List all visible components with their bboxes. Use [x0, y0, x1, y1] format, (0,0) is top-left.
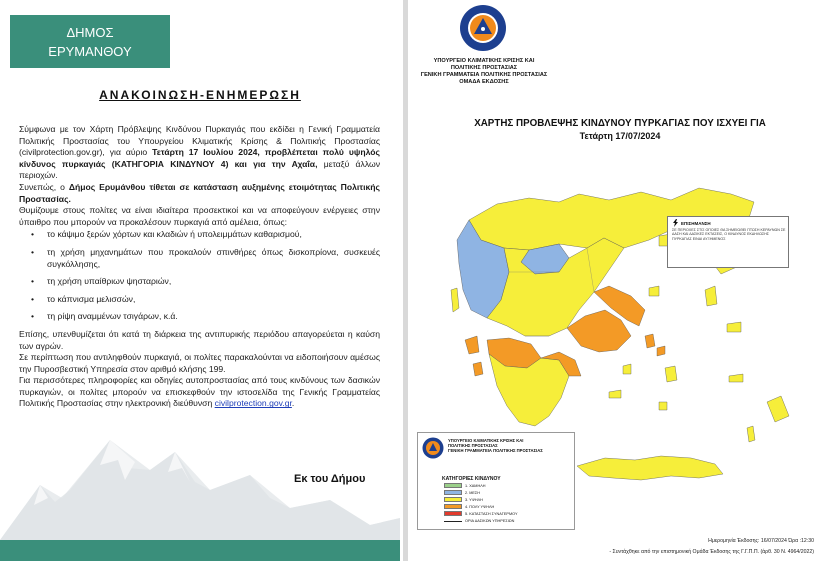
- civil-protection-link[interactable]: civilprotection.gov.gr: [214, 398, 292, 409]
- risk-category-row: [444, 504, 494, 509]
- more-info-end: .: [291, 398, 295, 409]
- island-crete: [577, 456, 723, 480]
- precaution-list: [19, 229, 380, 323]
- risk-category-swatch: [444, 504, 462, 509]
- legend-ministry-header: [448, 438, 574, 454]
- risk-category-swatch: [444, 490, 462, 495]
- risk-category-swatch: [444, 511, 462, 516]
- more-info-text: Για περισσότερες πληροφορίες και οδηγίες αυτοπροστασίας από τους κινδύνους των δασικών πυρκαγιών, οι πολίτες μπορούν να επισκεφθούν την ιστοσελίδα της Γενικής Γραμματείας Πολιτικής Προστασίας στην ηλεκτρονική διεύθυνση: [19, 375, 380, 409]
- municipality-badge: [10, 15, 170, 68]
- risk-category-swatch: [444, 483, 462, 488]
- paragraph-reminder: Θυμίζουμε στους πολίτες να είναι ιδιαίτερα προσεκτικοί και να αποφεύγουν ενέργειες στην ύπαιθρο που μπορούν να προκαλέσουν πυρκαγιά από αμέλεια, όπως:: [19, 205, 380, 227]
- island-andros: [645, 334, 655, 348]
- paragraph-readiness: [19, 182, 380, 205]
- ministry-line: ΥΠΟΥΡΓΕΙΟ ΚΛΙΜΑΤΙΚΗΣ ΚΡΙΣΗΣ ΚΑΙ: [433, 58, 535, 64]
- island-milos: [609, 390, 621, 398]
- fire-risk-map-page: [409, 0, 831, 561]
- paragraph-burning-ban: Επίσης, υπενθυμίζεται ότι κατά τη διάρκεια της αντιπυρικής περιόδου απαγορεύεται η καύση των αγρών.: [19, 328, 380, 351]
- risk-category-swatch: [444, 497, 462, 502]
- legend-ministry-line: ΥΠΟΥΡΓΕΙΟ ΚΛΙΜΑΤΙΚΗΣ ΚΡΙΣΗΣ ΚΑΙ: [448, 438, 524, 443]
- list-item: • το κάψιμο ξερών χόρτων και κλαδιών ή υπολειμμάτων καθαρισμού,: [19, 229, 380, 241]
- paragraph-forecast: [19, 124, 380, 182]
- island-santorini: [659, 402, 667, 410]
- risk-category-label: 5. ΚΑΤΑΣΤΑΣΗ ΣΥΝΑΓΕΡΜΟΥ: [465, 511, 518, 516]
- lightning-note-title: ΕΠΙΣΗΜΑΝΣΗ: [681, 220, 711, 226]
- paragraph-emergency-call: Σε περίπτωση που αντιληφθούν πυρκαγιά, οι πολίτες παρακαλούνται να ειδοποιήσουν αμέσως την Πυροσβεστική Υπηρεσία στον αριθμό κλήσης 199.: [19, 352, 380, 374]
- risk-category-label: 4. ΠΟΛΥ ΥΨΗΛΗ: [465, 504, 495, 509]
- ministry-line: ΟΜΑΔΑ ΕΚΔΟΣΗΣ: [459, 79, 509, 85]
- island-skyros: [649, 286, 659, 296]
- readiness-text: Συνεπώς, ο: [19, 181, 69, 192]
- lightning-note-header: [672, 219, 711, 227]
- island-zakynthos: [473, 362, 483, 376]
- risk-category-row: [444, 483, 485, 488]
- island-rhodes: [767, 396, 789, 422]
- legend-ministry-line: ΠΟΛΙΤΙΚΗΣ ΠΡΟΣΤΑΣΙΑΣ: [448, 443, 498, 449]
- risk-category-label: 2. ΜΕΣΗ: [465, 490, 481, 495]
- list-item: • τη χρήση υπαίθριων ψησταριών,: [19, 276, 380, 288]
- civil-protection-emblem-small-icon: [422, 437, 444, 459]
- announcement-title: ΑΝΑΚΟΙΝΩΣΗ-ΕΝΗΜΕΡΩΣΗ: [99, 88, 301, 102]
- lightning-note-text: ΣΕ ΠΕΡΙΟΧΕΣ ΣΤΙΣ ΟΠΟΙΕΣ ΘΑ ΣΗΜΕΙΩΘΕΙ ΠΤΩΣΗ ΚΕΡΑΥΝΩΝ ΣΕ ΔΑΣΗ ΚΑΙ ΔΑΣΙΚΕΣ ΕΚΤΑΣΕΙΣ, Ο ΚΙΝΔΥΝΟΣ ΕΚΔΗΛΩΣΗΣ ΠΥΡΚΑΓΙΑΣ ΕΙΝΑΙ ΑΥΞΗΜΕΝΟΣ: [672, 228, 786, 241]
- paragraph-more-info: [19, 375, 380, 410]
- forest-border-label: ΟΡΙΑ ΔΑΣΙΚΩΝ ΥΠΗΡΕΣΙΩΝ: [465, 519, 515, 523]
- forest-border-legend: [444, 519, 514, 523]
- legend-ministry-line: ΓΕΝΙΚΗ ΓΡΑΜΜΑΤΕΙΑ ΠΟΛΙΤΙΚΗΣ ΠΡΟΣΤΑΣΙΑΣ: [448, 448, 543, 454]
- ministry-header: [409, 58, 559, 86]
- badge-line-2: ΕΡΥΜΑΝΘΟΥ: [48, 44, 132, 59]
- island-samos: [727, 322, 741, 332]
- map-date: Τετάρτη 17/07/2024: [579, 131, 661, 141]
- risk-legend-box: [417, 432, 575, 530]
- map-title: ΧΑΡΤΗΣ ΠΡΟΒΛΕΨΗΣ ΚΙΝΔΥΝΟΥ ΠΥΡΚΑΓΙΑΣ ΠΟΥ ΙΣΧΥΕΙ ΓΙΑ: [474, 118, 766, 129]
- risk-category-row: [444, 490, 480, 495]
- forecast-tail: μεταξύ άλλων περιοχών.: [19, 158, 380, 181]
- region-attica-very-high: [567, 310, 631, 352]
- island-naxos: [665, 366, 677, 382]
- ministry-line: ΓΕΝΙΚΗ ΓΡΑΜΜΑΤΕΙΑ ΠΟΛΙΤΙΚΗΣ ΠΡΟΣΤΑΣΙΑΣ: [420, 72, 548, 78]
- forecast-text: Σύμφωνα με τον Χάρτη Πρόβλεψης Κινδύνου Πυρκαγιάς που εκδίδει η Γενική Γραμματεία Πολιτικής Προστασίας του Υπουργείου Κλιματικής Κρίσης & Πολιτικής Προστασίας (civilprotection.gov.gr), για αύριο: [19, 124, 380, 158]
- list-item: • τη χρήση μηχανημάτων που προκαλούν σπινθήρες όπως δισκοπρίονα, συσκευές συγκόλλησης,: [19, 247, 380, 270]
- island-karpathos: [747, 426, 755, 442]
- forecast-highlight: Τετάρτη 17 Ιουλίου 2024, προβλέπεται πολύ υψηλός κίνδυνος πυρκαγιάς (ΚΑΤΗΓΟΡΙΑ ΚΙΝΔΥΝΟΥ 4) και για την Αχαΐα,: [19, 147, 380, 169]
- ministry-line: ΠΟΛΙΤΙΚΗΣ ΠΡΟΣΤΑΣΙΑΣ: [450, 65, 518, 71]
- list-item: • τη ρίψη αναμμένων τσιγάρων, κ.ά.: [19, 311, 380, 323]
- island-chios: [705, 286, 717, 306]
- risk-categories-title: ΚΑΤΗΓΟΡΙΕΣ ΚΙΝΔΥΝΟΥ: [442, 476, 501, 482]
- island-corfu: [451, 288, 459, 312]
- island-kos: [729, 374, 743, 382]
- compiled-by-note: - Συντάχθηκε από την επιστημονική Ομάδα Έκδοσης της Γ.Γ.Π.Π. (άρθ. 30 Ν. 4964/2022): [609, 549, 814, 555]
- announcement-body: [19, 124, 380, 410]
- island-kefalonia: [465, 336, 479, 354]
- lightning-icon: [672, 219, 679, 227]
- risk-category-row: [444, 511, 517, 516]
- issue-date: Ημερομηνία Έκδοσης: 16/07/2024 Ώρα :12:30: [708, 538, 814, 544]
- forest-border-line: [444, 521, 462, 522]
- risk-category-label: 3. ΥΨΗΛΗ: [465, 497, 483, 502]
- signoff: Εκ του Δήμου: [294, 473, 366, 485]
- risk-category-row: [444, 497, 483, 502]
- footer-band: [0, 540, 400, 561]
- mountain-illustration: [0, 390, 400, 550]
- risk-category-label: 1. ΧΑΜΗΛΗ: [465, 483, 486, 488]
- civil-protection-emblem-icon: [459, 4, 507, 52]
- readiness-highlight: Δήμος Ερυμάνθου τίθεται σε κατάσταση αυξημένης ετοιμότητας Πολιτικής Προστασίας.: [19, 181, 380, 204]
- badge-line-1: ΔΗΜΟΣ: [66, 25, 114, 40]
- municipality-announcement-page: [0, 0, 400, 561]
- island-cyclades-west: [623, 364, 631, 374]
- list-item: • το κάπνισμα μελισσών,: [19, 294, 380, 306]
- page-divider: [403, 0, 408, 561]
- island-tinos: [657, 346, 665, 356]
- lightning-note-box: [667, 216, 789, 268]
